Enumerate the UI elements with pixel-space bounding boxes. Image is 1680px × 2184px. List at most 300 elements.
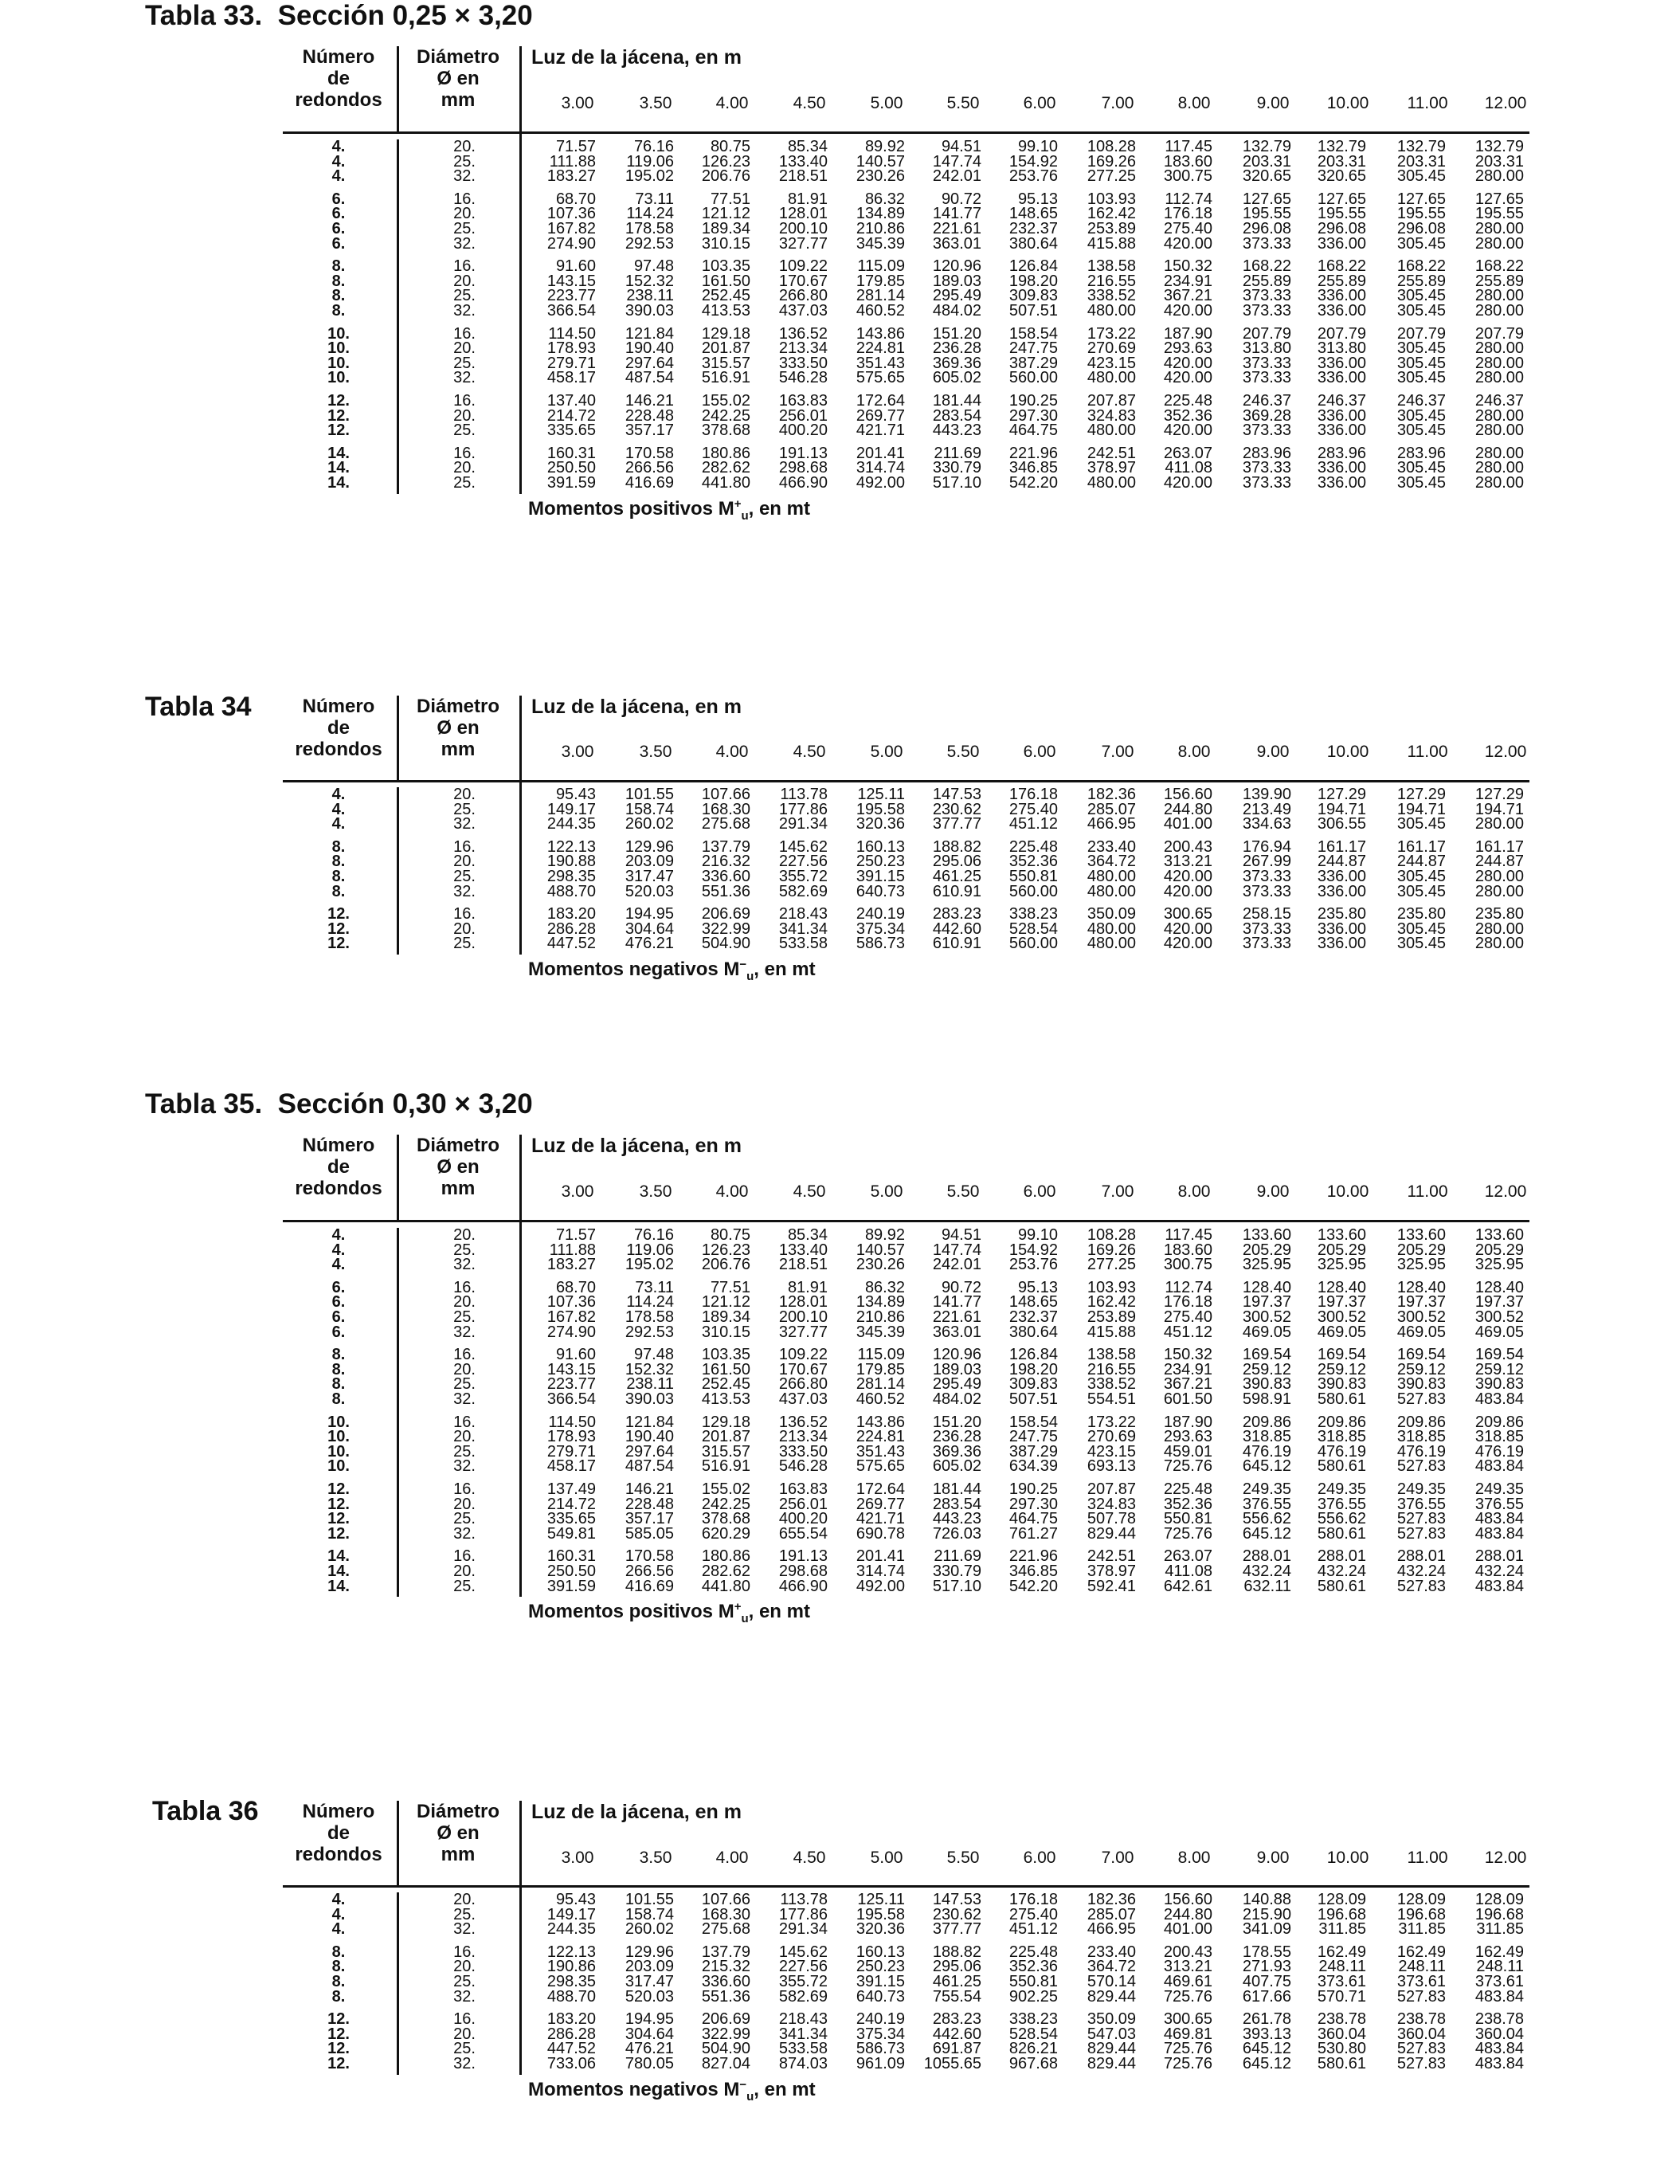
header-rule: [283, 1220, 1529, 1222]
diametro-header: mm: [441, 1178, 476, 1199]
table-cell: 195.58: [856, 1905, 905, 1923]
table-cell: 126.84: [1008, 257, 1058, 276]
table-cell: 527.83: [1396, 1524, 1446, 1543]
span-label: 5.00: [870, 94, 903, 112]
table-cell: 550.81: [1008, 1973, 1058, 1990]
table-cell: 216.32: [701, 853, 750, 871]
span-label: 7.00: [1101, 743, 1134, 761]
row-diametro: 32.: [453, 815, 476, 833]
table-cell: 86.32: [864, 190, 905, 208]
table-cell: 267.99: [1242, 853, 1291, 871]
table-cell: 198.20: [1008, 1360, 1058, 1378]
table-cell: 338.23: [1008, 905, 1058, 923]
table-cell: 296.08: [1317, 220, 1366, 237]
table-cell: 109.22: [778, 257, 828, 276]
table-cell: 443.23: [932, 422, 981, 440]
table-cell: 528.54: [1008, 2025, 1058, 2043]
row-diametro: 25.: [453, 1973, 476, 1990]
table-cell: 377.77: [932, 815, 981, 833]
table-cell: 73.11: [635, 1278, 674, 1296]
table-cell: 197.37: [1317, 1293, 1366, 1312]
table-cell: 259.12: [1474, 1360, 1524, 1378]
table-cell: 205.29: [1396, 1241, 1446, 1259]
row-numero: 12.: [327, 406, 350, 425]
table-cell: 211.69: [934, 1547, 981, 1566]
table-cell: 228.48: [625, 406, 674, 425]
table-cell: 210.86: [856, 1308, 905, 1326]
row-numero: 10.: [327, 369, 350, 387]
table-cell: 300.75: [1163, 1256, 1212, 1274]
table-cell: 280.00: [1474, 882, 1524, 900]
table-cell: 288.01: [1242, 1547, 1291, 1566]
table-cell: 238.78: [1396, 2010, 1446, 2029]
table-cell: 182.36: [1087, 1891, 1136, 1908]
span-label: 10.00: [1326, 1849, 1369, 1867]
table-cell: 209.86: [1317, 1413, 1366, 1431]
table-cell: 275.68: [701, 815, 750, 833]
row-diametro: 32.: [453, 234, 476, 253]
table-cell: 115.09: [857, 1346, 905, 1364]
table-cell: 336.00: [1317, 234, 1366, 253]
table-cell: 207.79: [1396, 324, 1446, 343]
body-divider-right: [519, 46, 522, 494]
table-cell: 305.45: [1396, 868, 1446, 885]
table-cell: 420.00: [1163, 919, 1212, 938]
table-cell: 480.00: [1087, 422, 1136, 440]
table-cell: 336.00: [1317, 882, 1366, 900]
table-cell: 504.90: [701, 2040, 750, 2058]
table-cell: 252.45: [701, 1375, 750, 1394]
table-cell: 221.61: [932, 1308, 981, 1326]
table-cell: 113.78: [780, 1891, 828, 1908]
row-diametro: 20.: [453, 1891, 476, 1908]
table-cell: 369.36: [932, 354, 981, 372]
table-cell: 160.31: [546, 1547, 596, 1566]
table-cell: 298.35: [546, 1973, 596, 1990]
table-cell: 460.52: [856, 302, 905, 320]
table-cell: 376.55: [1396, 1495, 1446, 1513]
table-cell: 585.05: [625, 1524, 674, 1543]
row-diametro: 25.: [453, 1241, 476, 1259]
table-cell: 320.36: [856, 1920, 905, 1939]
table-cell: 97.48: [633, 1346, 674, 1364]
table-cell: 80.75: [710, 1226, 750, 1244]
table-cell: 476.19: [1396, 1442, 1446, 1461]
row-numero: 12.: [327, 2010, 350, 2029]
table-cell: 138.58: [1087, 1346, 1136, 1364]
row-numero: 12.: [327, 905, 350, 923]
span-label: 5.50: [946, 1849, 980, 1867]
table-cell: 318.85: [1242, 1428, 1291, 1446]
table-cell: 242.25: [701, 1495, 750, 1513]
span-label: 7.00: [1101, 94, 1134, 112]
table-cell: 390.83: [1396, 1375, 1446, 1394]
table-cell: 378.97: [1087, 1563, 1136, 1580]
table-cell: 640.73: [856, 882, 905, 900]
table-cell: 120.96: [932, 1346, 981, 1364]
table-cell: 209.86: [1396, 1413, 1446, 1431]
table-cell: 155.02: [701, 392, 750, 410]
table-cell: 645.12: [1242, 2055, 1291, 2072]
table-cell: 691.87: [932, 2040, 981, 2058]
table-cell: 139.90: [1242, 786, 1291, 803]
table-cell: 170.67: [778, 1360, 828, 1378]
luz-header: Luz de la jácena, en m: [531, 696, 742, 718]
table-cell: 126.23: [701, 152, 750, 171]
table-cell: 420.00: [1163, 302, 1212, 320]
table-cell: 160.13: [856, 1943, 905, 1961]
footer-subscript: u: [741, 1611, 749, 1625]
table-cell: 279.71: [546, 354, 596, 372]
table-cell: 605.02: [932, 1457, 981, 1476]
table-cell: 195.02: [625, 167, 674, 186]
table-cell: 188.82: [932, 837, 981, 856]
table-cell: 466.90: [778, 474, 828, 492]
table-cell: 317.47: [625, 868, 674, 885]
table-cell: 336.60: [701, 868, 750, 885]
table-cell: 580.61: [1317, 1457, 1366, 1476]
table-cell: 107.36: [546, 1293, 596, 1312]
table-cell: 178.93: [546, 339, 596, 358]
table-cell: 516.91: [701, 1457, 750, 1476]
table-cell: 194.95: [625, 905, 674, 923]
table-cell: 227.56: [778, 853, 828, 871]
table-cell: 158.74: [625, 800, 674, 818]
table-cell: 350.09: [1087, 2010, 1136, 2029]
table-cell: 336.00: [1317, 474, 1366, 492]
table-cell: 274.90: [546, 1323, 596, 1341]
span-label: 5.50: [946, 743, 980, 761]
table-cell: 313.21: [1163, 853, 1212, 871]
table-cell: 263.07: [1163, 1547, 1212, 1566]
span-label: 6.00: [1023, 743, 1056, 761]
table-cell: 336.00: [1317, 369, 1366, 387]
span-label: 3.00: [561, 743, 594, 761]
table-cell: 461.25: [932, 868, 981, 885]
table-cell: 205.29: [1242, 1241, 1291, 1259]
row-diametro: 16.: [453, 1480, 476, 1498]
table-cell: 469.05: [1242, 1323, 1291, 1341]
table-cell: 300.52: [1474, 1308, 1524, 1326]
span-label: 8.00: [1177, 1182, 1211, 1201]
table-cell: 488.70: [546, 882, 596, 900]
table-cell: 582.69: [778, 882, 828, 900]
table-cell: 97.48: [633, 257, 674, 276]
header-divider: [397, 696, 399, 780]
row-diametro: 32.: [453, 1256, 476, 1274]
table-cell: 517.10: [932, 474, 981, 492]
row-diametro: 32.: [453, 1323, 476, 1341]
table-cell: 195.55: [1317, 205, 1366, 223]
row-numero: 8.: [331, 1943, 346, 1961]
table-cell: 255.89: [1242, 272, 1291, 290]
table-cell: 421.71: [856, 422, 905, 440]
table-cell: 198.20: [1008, 272, 1058, 290]
table-cell: 129.18: [701, 324, 750, 343]
diametro-header: Ø en: [437, 68, 480, 89]
row-diametro: 20.: [453, 459, 476, 477]
row-numero: 12.: [327, 1495, 350, 1513]
row-diametro: 16.: [453, 837, 476, 856]
table-cell: 277.25: [1087, 167, 1136, 186]
span-label: 3.50: [639, 1849, 672, 1867]
table-cell: 281.14: [856, 1375, 905, 1394]
span-label: 3.50: [639, 94, 672, 112]
table-cell: 270.69: [1087, 339, 1136, 358]
table-cell: 156.60: [1163, 1891, 1212, 1908]
table-cell: 107.36: [546, 205, 596, 223]
table-cell: 196.68: [1474, 1905, 1524, 1923]
table-cell: 305.45: [1396, 459, 1446, 477]
table-cell: 244.35: [546, 1920, 596, 1939]
table-cell: 318.85: [1396, 1428, 1446, 1446]
table-cell: 161.50: [701, 272, 750, 290]
table-cell: 280.00: [1474, 406, 1524, 425]
table-cell: 480.00: [1087, 935, 1136, 953]
body-divider-right: [519, 1801, 522, 2075]
table-cell: 432.24: [1317, 1563, 1366, 1580]
table-cell: 280.00: [1474, 459, 1524, 477]
diametro-header: mm: [441, 1844, 476, 1865]
table-cell: 115.09: [857, 257, 905, 276]
table-cell: 169.54: [1396, 1346, 1446, 1364]
row-diametro: 20.: [453, 339, 476, 358]
table-cell: 459.01: [1163, 1442, 1212, 1461]
table-cell: 280.00: [1474, 444, 1524, 462]
table-cell: 194.95: [625, 2010, 674, 2029]
numero-header: redondos: [295, 739, 382, 760]
table-cell: 230.26: [856, 1256, 905, 1274]
table-cell: 451.12: [1008, 815, 1058, 833]
table-cell: 336.60: [701, 1973, 750, 1990]
table-cell: 280.00: [1474, 234, 1524, 253]
table-cell: 295.06: [932, 1958, 981, 1976]
table-cell: 128.09: [1396, 1891, 1446, 1908]
table-cell: 249.35: [1317, 1480, 1366, 1498]
row-numero: 4.: [331, 167, 346, 186]
table-cell: 133.60: [1317, 1226, 1366, 1244]
row-numero: 14.: [327, 1563, 350, 1580]
table-cell: 373.33: [1242, 302, 1291, 320]
table-cell: 527.83: [1396, 1457, 1446, 1476]
table-cell: 451.12: [1008, 1920, 1058, 1939]
table-cell: 246.37: [1396, 392, 1446, 410]
table-cell: 203.31: [1317, 152, 1366, 171]
table-cell: 236.28: [932, 339, 981, 358]
span-label: 8.00: [1177, 94, 1211, 112]
table-cell: 520.03: [625, 882, 674, 900]
table-cell: 325.95: [1317, 1256, 1366, 1274]
table-cell: 336.00: [1317, 302, 1366, 320]
table-cell: 369.28: [1242, 406, 1291, 425]
row-diametro: 25.: [453, 474, 476, 492]
row-numero: 8.: [331, 1375, 346, 1394]
table-cell: 197.37: [1474, 1293, 1524, 1312]
table-cell: 357.17: [625, 422, 674, 440]
table-cell: 480.00: [1087, 369, 1136, 387]
table-cell: 310.15: [701, 234, 750, 253]
table-cell: 293.63: [1163, 1428, 1212, 1446]
table-cell: 275.40: [1008, 1905, 1058, 1923]
table-cell: 610.91: [932, 935, 981, 953]
row-diametro: 32.: [453, 302, 476, 320]
span-label: 9.00: [1256, 743, 1290, 761]
span-label: 3.00: [561, 94, 594, 112]
table-cell: 961.09: [856, 2055, 905, 2072]
table-cell: 132.79: [1317, 138, 1366, 155]
row-diametro: 25.: [453, 1375, 476, 1394]
table-cell: 178.93: [546, 1428, 596, 1446]
diametro-header: Ø en: [437, 717, 480, 739]
row-numero: 14.: [327, 1577, 350, 1595]
span-label: 12.00: [1484, 743, 1527, 761]
numero-header: de: [327, 717, 350, 739]
row-numero: 6.: [331, 205, 346, 223]
table-cell: 137.79: [701, 1943, 750, 1961]
table-cell: 280.00: [1474, 302, 1524, 320]
table-cell: 401.00: [1163, 1920, 1212, 1939]
table-cell: 246.37: [1474, 392, 1524, 410]
table-cell: 114.50: [548, 324, 596, 343]
table-cell: 140.57: [856, 152, 905, 171]
footer-superscript: +: [734, 496, 742, 511]
row-numero: 4.: [331, 786, 346, 803]
table-cell: 315.57: [701, 1442, 750, 1461]
row-diametro: 32.: [453, 369, 476, 387]
table-cell: 128.09: [1317, 1891, 1366, 1908]
table-cell: 826.21: [1008, 2040, 1058, 2058]
table-cell: 483.84: [1474, 2055, 1524, 2072]
table-cell: 248.11: [1398, 1958, 1446, 1976]
table-cell: 298.68: [778, 459, 828, 477]
table-cell: 127.65: [1396, 190, 1446, 208]
span-label: 10.00: [1326, 94, 1369, 112]
numero-header: Número: [302, 1135, 375, 1156]
table-cell: 250.50: [546, 459, 596, 477]
table-cell: 177.86: [778, 1905, 828, 1923]
span-label: 12.00: [1484, 94, 1527, 112]
table-cell: 586.73: [856, 935, 905, 953]
table-cell: 195.55: [1474, 205, 1524, 223]
table-cell: 320.36: [856, 815, 905, 833]
table-cell: 133.60: [1474, 1226, 1524, 1244]
table-cell: 138.58: [1087, 257, 1136, 276]
span-label: 4.00: [715, 94, 749, 112]
table-cell: 108.28: [1087, 1226, 1136, 1244]
span-label: 5.50: [946, 94, 980, 112]
span-label: 4.50: [793, 1849, 826, 1867]
table-cell: 282.62: [701, 459, 750, 477]
table-cell: 101.55: [625, 1891, 674, 1908]
table-cell: 476.21: [625, 935, 674, 953]
row-numero: 12.: [327, 422, 350, 440]
table-cell: 336.00: [1317, 287, 1366, 305]
row-numero: 10.: [327, 339, 350, 358]
table-cell: 255.89: [1474, 272, 1524, 290]
table-cell: 390.03: [625, 1390, 674, 1408]
table-cell: 147.74: [932, 152, 981, 171]
table-cell: 232.37: [1008, 1308, 1058, 1326]
table-cell: 366.54: [546, 302, 596, 320]
table-cell: 209.86: [1242, 1413, 1291, 1431]
row-diametro: 25.: [453, 1577, 476, 1595]
table-cell: 533.58: [778, 935, 828, 953]
table-cell: 378.68: [701, 1510, 750, 1528]
row-numero: 6.: [331, 190, 346, 208]
table-cell: 127.65: [1242, 190, 1291, 208]
table-cell: 280.00: [1474, 287, 1524, 305]
table-cell: 218.43: [778, 2010, 828, 2029]
table-cell: 281.14: [856, 287, 905, 305]
table-cell: 172.64: [856, 392, 905, 410]
table-cell: 300.75: [1163, 167, 1212, 186]
table-cell: 203.09: [625, 1958, 674, 1976]
span-label: 5.00: [870, 1182, 903, 1201]
table-cell: 183.27: [546, 1256, 596, 1274]
table-cell: 89.92: [864, 138, 905, 155]
table-cell: 86.32: [864, 1278, 905, 1296]
row-diametro: 16.: [453, 324, 476, 343]
table-cell: 373.33: [1242, 882, 1291, 900]
table-cell: 230.62: [932, 800, 981, 818]
table-cell: 176.94: [1242, 837, 1291, 856]
span-label: 4.00: [715, 1182, 749, 1201]
footer-subscript: u: [746, 2089, 754, 2104]
table-cell: 527.83: [1396, 1577, 1446, 1595]
table-cell: 520.03: [625, 1987, 674, 2006]
numero-header: redondos: [295, 1178, 382, 1199]
table-cell: 327.77: [778, 1323, 828, 1341]
table-cell: 250.23: [856, 853, 905, 871]
table-cell: 297.64: [625, 1442, 674, 1461]
table-cell: 194.71: [1317, 800, 1366, 818]
numero-header: redondos: [295, 89, 382, 111]
table-cell: 420.00: [1163, 868, 1212, 885]
row-diametro: 20.: [453, 919, 476, 938]
table-cell: 507.51: [1008, 1390, 1058, 1408]
table-cell: 158.54: [1008, 324, 1058, 343]
table-cell: 725.76: [1163, 1524, 1212, 1543]
table-cell: 330.79: [932, 1563, 981, 1580]
table-cell: 480.00: [1087, 919, 1136, 938]
table-cell: 437.03: [778, 1390, 828, 1408]
table-cell: 249.35: [1474, 1480, 1524, 1498]
span-label: 12.00: [1484, 1849, 1527, 1867]
numero-header: Número: [302, 696, 375, 717]
table-cell: 244.35: [546, 815, 596, 833]
table-cell: 128.01: [778, 1293, 828, 1312]
table-cell: 244.80: [1163, 1905, 1212, 1923]
table-cell: 213.34: [778, 1428, 828, 1446]
table-cell: 211.69: [934, 444, 981, 462]
table-cell: 218.43: [778, 905, 828, 923]
table-cell: 390.03: [625, 302, 674, 320]
table-cell: 266.56: [625, 1563, 674, 1580]
table-cell: 286.28: [546, 919, 596, 938]
table-cell: 238.78: [1474, 2010, 1524, 2029]
table-cell: 225.48: [1163, 392, 1212, 410]
table-cell: 253.89: [1087, 220, 1136, 237]
table-cell: 242.01: [932, 167, 981, 186]
table-cell: 413.53: [701, 302, 750, 320]
table-cell: 352.36: [1008, 853, 1058, 871]
row-diametro: 25.: [453, 1905, 476, 1923]
table-cell: 373.33: [1242, 422, 1291, 440]
table-cell: 305.45: [1396, 406, 1446, 425]
footer-unit: , en mt: [754, 959, 816, 980]
row-numero: 12.: [327, 392, 350, 410]
table-cell: 168.22: [1396, 257, 1446, 276]
